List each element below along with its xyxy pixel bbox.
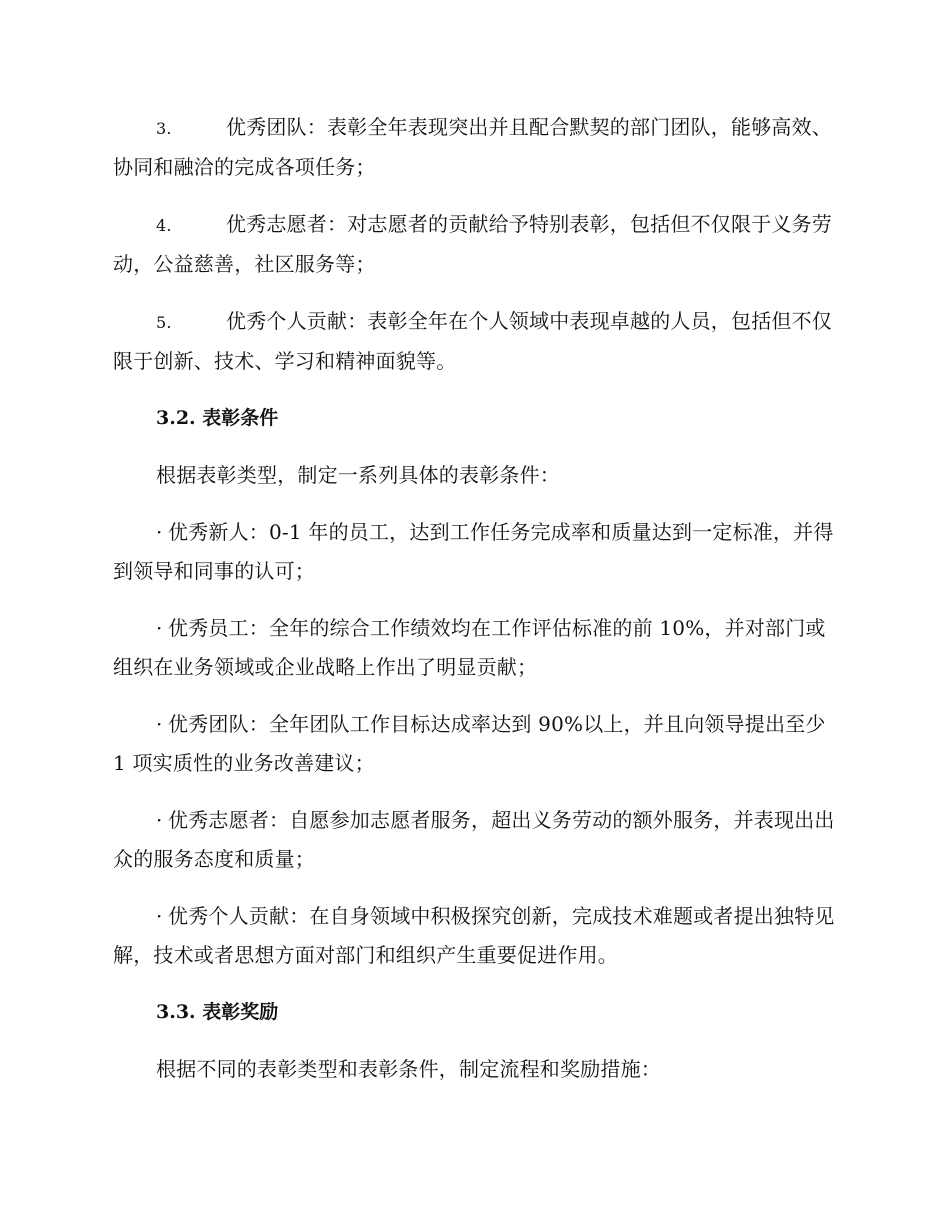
bullet-dot: ·	[156, 520, 163, 544]
numbered-item-5	[113, 302, 835, 381]
bullet-text: 优秀员工：全年的综合工作绩效均在工作评估标准的前 10%，并对部门或组织在业务领域或企业战略上作出了明显贡献；	[113, 616, 826, 679]
bullet-item	[113, 705, 835, 783]
bullet-item	[113, 609, 835, 687]
section-heading-3-3: 3.3. 表彰奖励	[156, 1001, 279, 1023]
section-3-3-intro: 根据不同的表彰类型和表彰条件，制定流程和奖励措施：	[156, 1057, 661, 1081]
bullet-dot: ·	[156, 616, 163, 640]
bullet-dot: ·	[156, 808, 163, 832]
bullet-dot: ·	[156, 904, 163, 928]
bullet-text: 优秀新人：0-1 年的员工，达到工作任务完成率和质量达到一定标准，并得到领导和同事的认可；	[113, 520, 834, 583]
section-heading-3-2: 3.2. 表彰条件	[156, 407, 279, 429]
bullet-item	[113, 801, 835, 879]
numbered-item-4	[113, 205, 835, 284]
bullet-item	[113, 513, 835, 591]
bullet-item	[113, 897, 835, 975]
bullet-dot: ·	[156, 712, 163, 736]
item-number: 5.	[156, 313, 172, 332]
bullet-text: 优秀个人贡献：在自身领域中积极探究创新，完成技术难题或者提出独特见解，技术或者思想方面对部门和组织产生重要促进作用。	[113, 904, 835, 967]
document-body	[113, 108, 835, 1107]
bullet-text: 优秀团队：全年团队工作目标达成率达到 90%以上，并且向领导提出至少 1 项实质性的业务改善建议；	[113, 712, 826, 775]
section-3-2-intro: 根据表彰类型，制定一系列具体的表彰条件：	[156, 463, 560, 487]
item-text: 优秀个人贡献：表彰全年在个人领域中表现卓越的人员，包括但不仅限于创新、技术、学习和精神面貌等。	[113, 309, 832, 373]
item-text: 优秀志愿者：对志愿者的贡献给予特别表彰，包括但不仅限于义务劳动，公益慈善，社区服务等；	[113, 212, 832, 276]
item-text: 优秀团队：表彰全年表现突出并且配合默契的部门团队，能够高效、协同和融洽的完成各项任务；	[113, 115, 832, 179]
bullet-text: 优秀志愿者：自愿参加志愿者服务，超出义务劳动的额外服务，并表现出出众的服务态度和质量；	[113, 808, 835, 871]
item-number: 3.	[156, 119, 172, 138]
numbered-item-3	[113, 108, 835, 187]
item-number: 4.	[156, 216, 172, 235]
